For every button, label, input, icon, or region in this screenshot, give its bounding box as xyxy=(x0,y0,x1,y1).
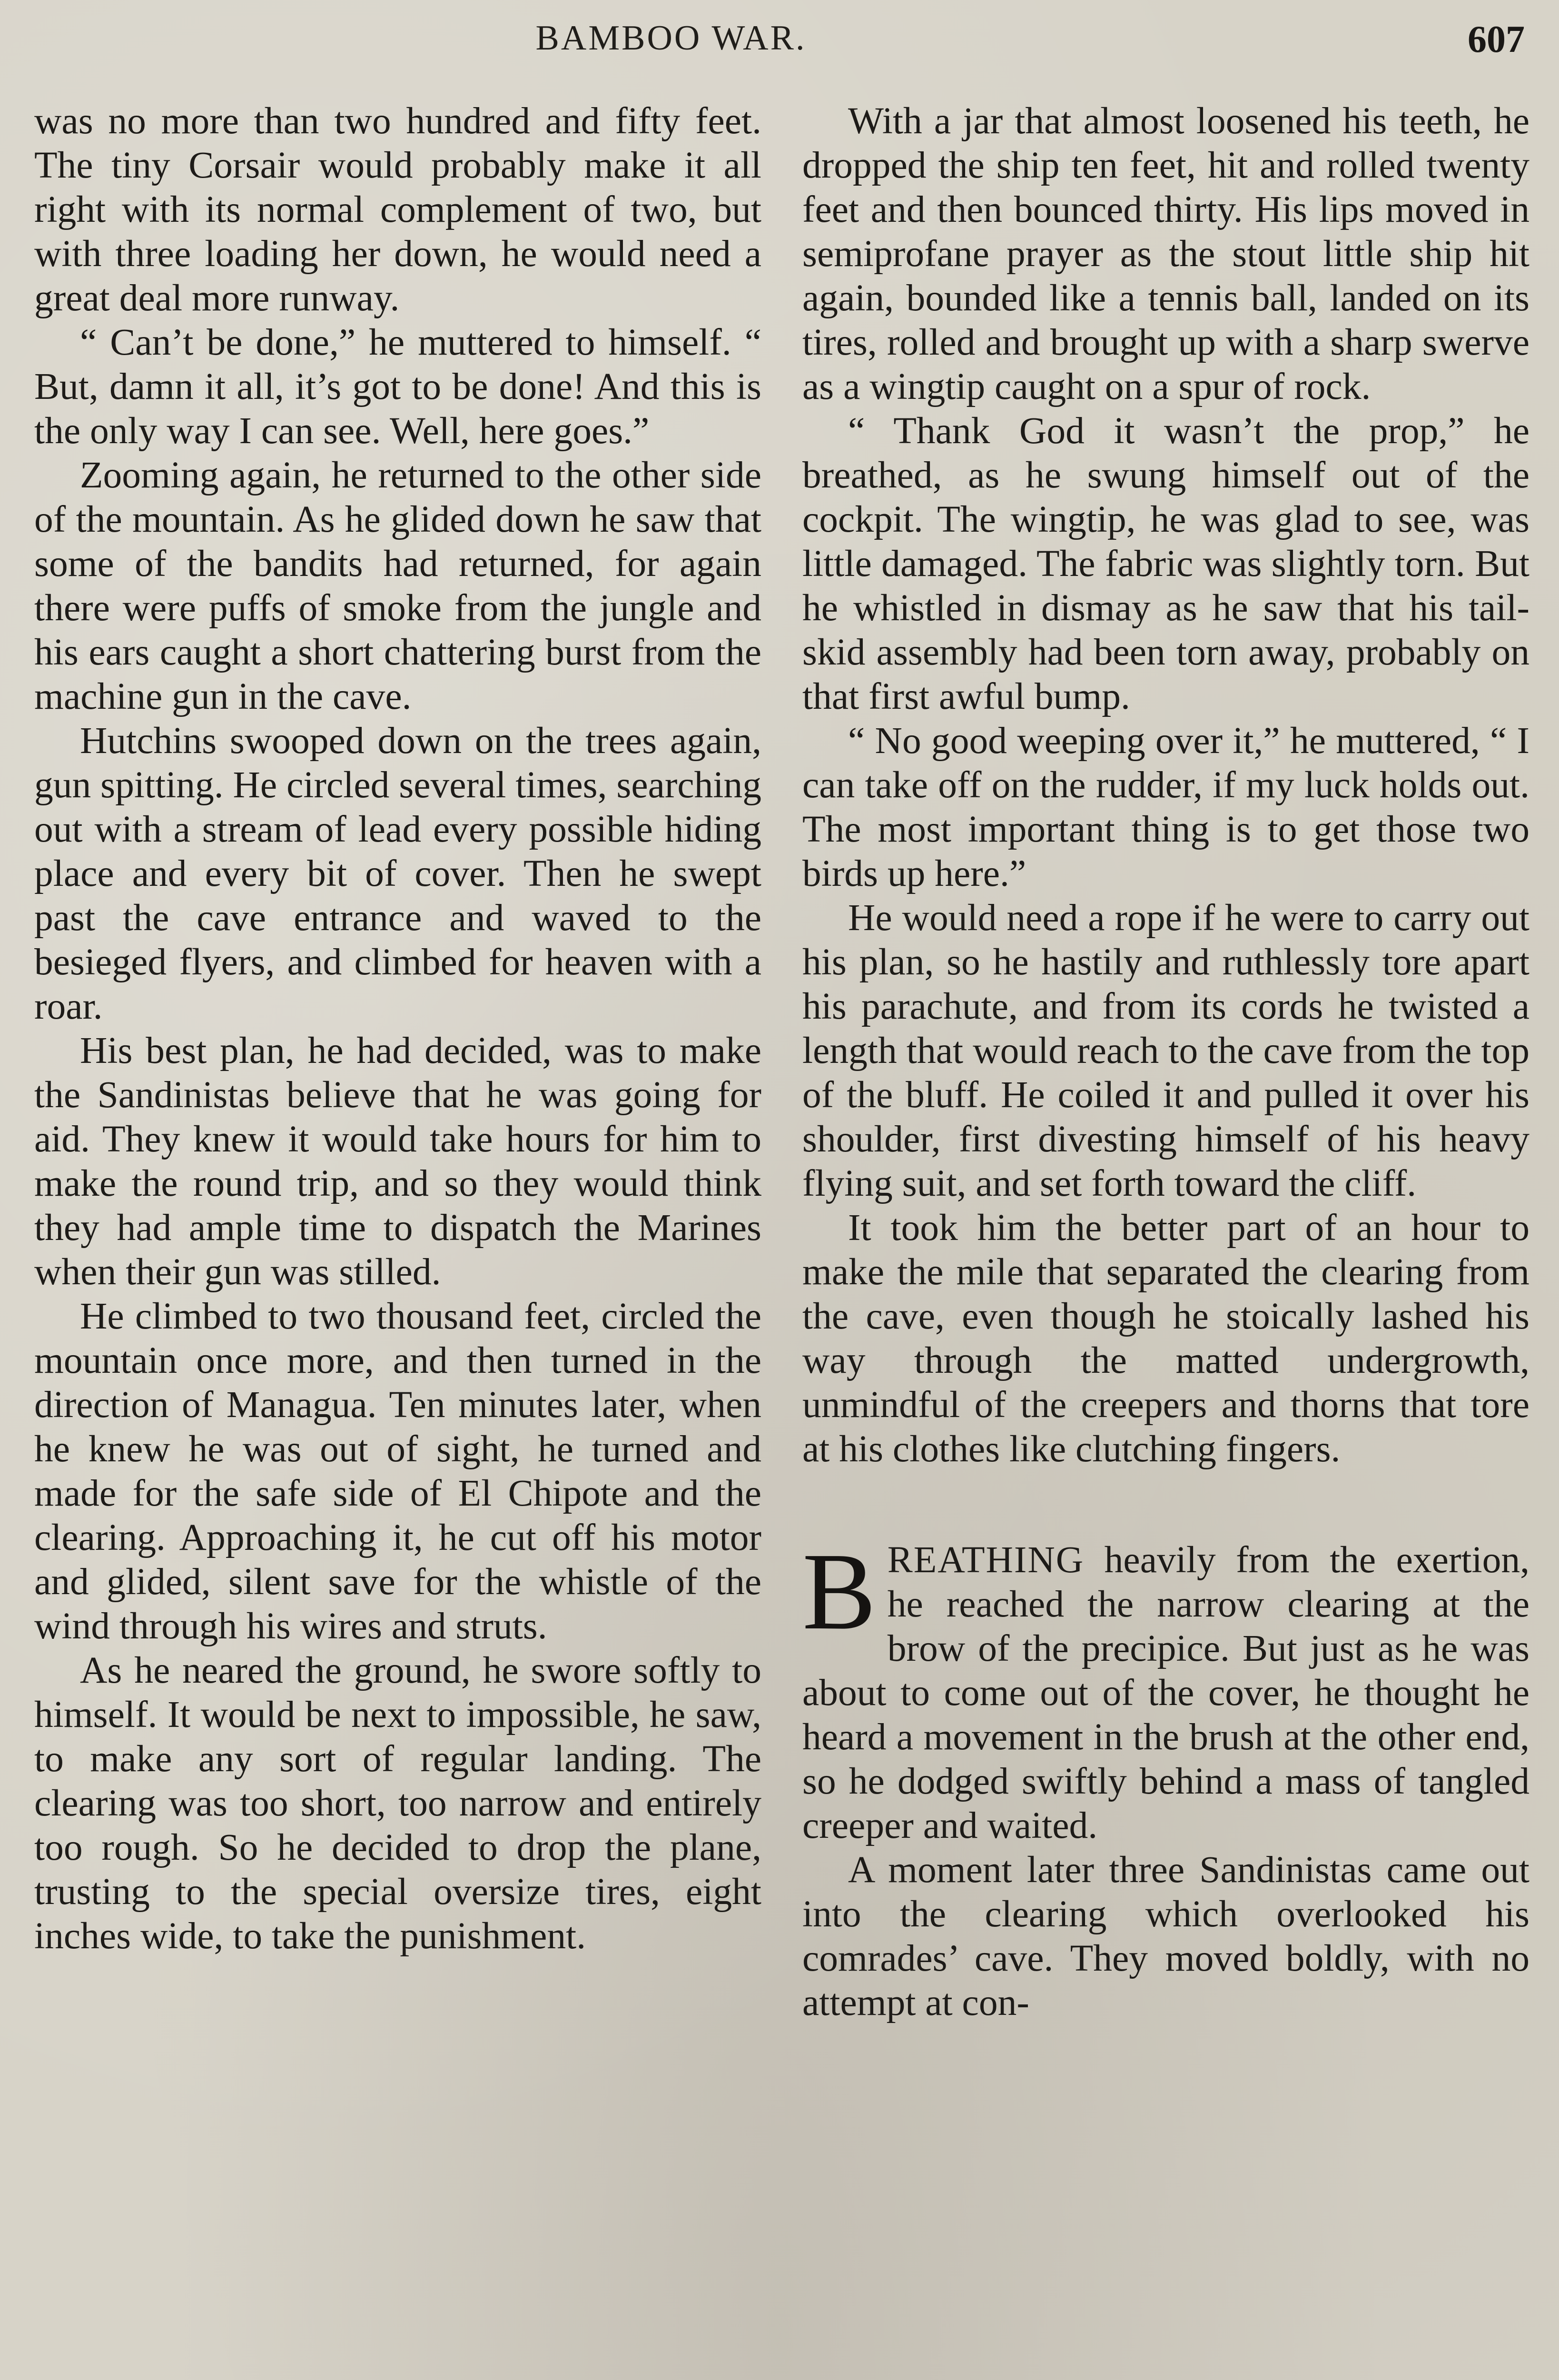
paragraph: Hutchins swooped down on the trees again, gun spitting. He circled several times, searching out with a stream of lead every possible hiding place and every bit of cover. Then he swept past the cave entrance and waved to the besieged flyers, and climbed for heaven with a roar. xyxy=(34,720,761,1027)
section-opening-paragraph xyxy=(802,1530,1529,1848)
paragraph: Zooming again, he returned to the other side of the mountain. As he glided down he saw that some of the bandits had returned, for again there were puffs of smoke from the jungle and his ears caught a short chattering burst from the machine gun in the cave. xyxy=(34,454,761,717)
paragraph: “ No good weeping over it,” he muttered, “ I can take off on the rudder, if my luck holds out. The most important thing is to get those two birds up here.” xyxy=(802,720,1529,894)
drop-cap: B xyxy=(802,1530,876,1653)
paragraph: His best plan, he had decided, was to make the Sandinistas believe that he was going for aid. They knew it would take hours for him to make the round trip, and so they would think they had ample time to dispatch the Marines when their gun was stilled. xyxy=(34,1030,761,1293)
running-head xyxy=(0,18,1559,70)
lead-caps: REATHING xyxy=(887,1539,1085,1581)
left-column xyxy=(34,99,761,1958)
paragraph: was no more than two hundred and fifty feet. The tiny Corsair would probably make it all right with its normal complement of two, but with three loading her down, he would need a great deal more runway. xyxy=(34,100,761,319)
opening-text: heavily from the exertion, he reached the narrow clearing at the brow of the precipice. But just as he was about to come out of the cover, he thought he heard a movement in the brush at the other end, so he dodged swiftly behind a mass of tangled creeper and waited. xyxy=(802,1539,1529,1846)
paragraph: With a jar that almost loosened his teeth, he dropped the ship ten feet, hit and rolled twenty feet and then bounced thirty. His lips moved in semiprofane prayer as the stout little ship hit again, bounded like a tennis ball, landed on its tires, rolled and brought up with a sharp swerve as a wingtip caught on a spur of rock. xyxy=(802,100,1529,407)
section-break xyxy=(802,1471,1529,1538)
running-title: BAMBOO WAR. xyxy=(535,19,807,58)
paragraph: He climbed to two thousand feet, circled the mountain once more, and then turned in the direction of Managua. Ten minutes later, when he knew he was out of sight, he turned and made for the safe side of El Chipote and the clearing. Approaching it, he cut off his motor and glided, silent save for the whistle of the wind through his wires and struts. xyxy=(34,1295,761,1647)
paragraph: “ Can’t be done,” he muttered to himself. “ But, damn it all, it’s got to be done! And this is the only way I can see. Well, here goes.” xyxy=(34,321,761,452)
paragraph: It took him the better part of an hour to make the mile that separated the clearing from the cave, even though he stoically lashed his way through the matted undergrowth, unmindful of the creepers and thorns that tore at his clothes like clutching fingers. xyxy=(802,1207,1529,1470)
paragraph: “ Thank God it wasn’t the prop,” he breathed, as he swung himself out of the cockpit. The wingtip, he was glad to see, was little damaged. The fabric was slightly torn. But he whistled in dismay as he saw that his tail-skid assembly had been torn away, probably on that first awful bump. xyxy=(802,410,1529,717)
page-number: 607 xyxy=(1468,19,1525,60)
paragraph: As he neared the ground, he swore softly to himself. It would be next to impossible, he saw, to make any sort of regular landing. The clearing was too short, too narrow and entirely too rough. So he decided to drop the plane, trusting to the special oversize tires, eight inches wide, to take the punishment. xyxy=(34,1649,761,1957)
right-column xyxy=(802,99,1529,2025)
paragraph: He would need a rope if he were to carry out his plan, so he hastily and ruthlessly tore apart his parachute, and from its cords he twisted a length that would reach to the cave from the top of the bluff. He coiled it and pulled it over his shoulder, first divesting himself of his heavy flying suit, and set forth toward the cliff. xyxy=(802,897,1529,1204)
paragraph: A moment later three Sandinistas came out into the clearing which overlooked his comrades’ cave. They moved boldly, with no attempt at con- xyxy=(802,1849,1529,2023)
